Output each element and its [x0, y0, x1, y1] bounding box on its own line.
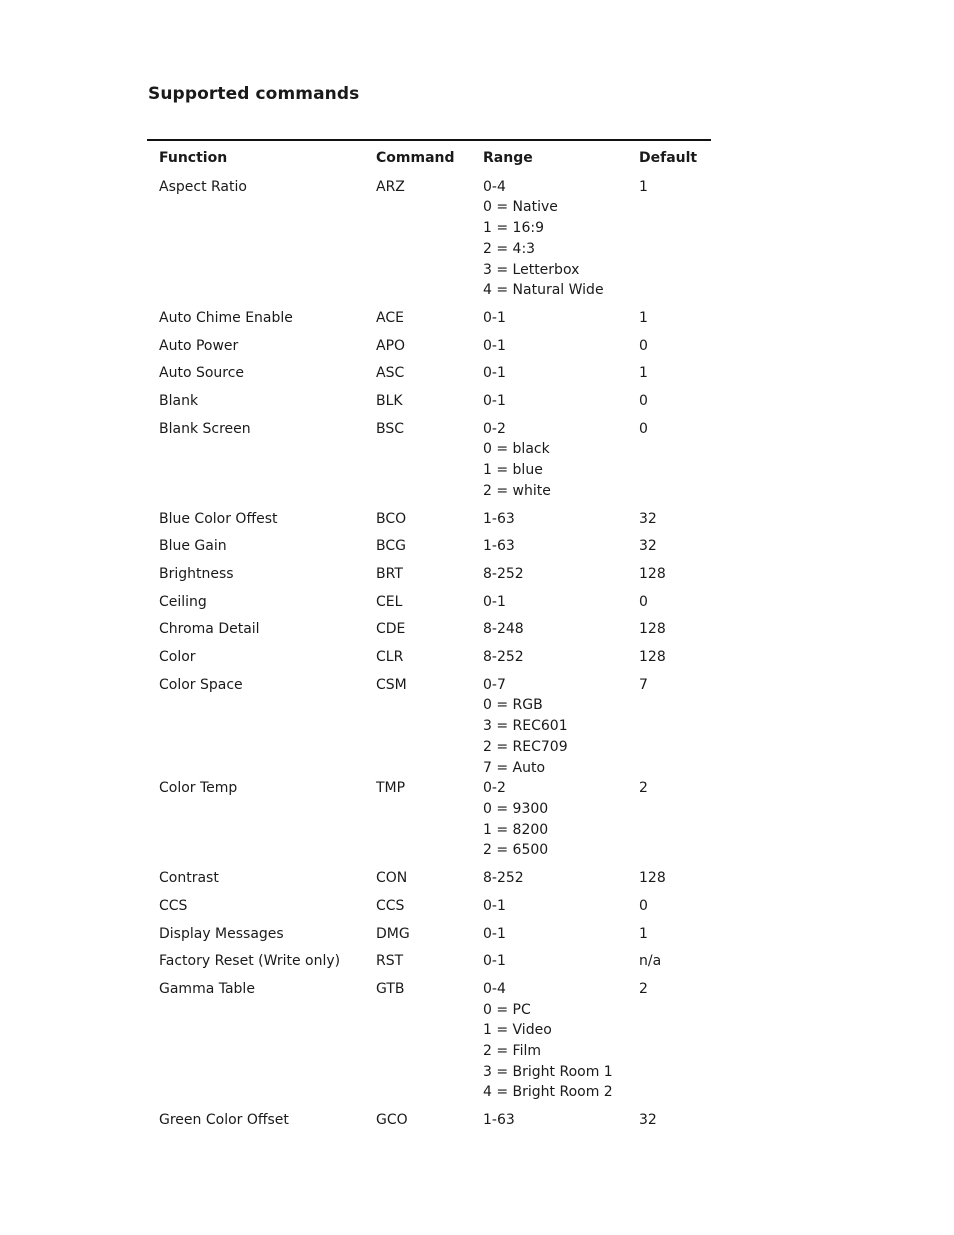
cell-function: Color Space: [159, 676, 243, 693]
cell-default: 0: [639, 593, 648, 610]
range-line: 0 = PC: [483, 1001, 531, 1018]
table-header-row: [159, 148, 711, 169]
range-line: 0-1: [483, 593, 506, 610]
range-line: 0-1: [483, 925, 506, 942]
range-line: 0-2: [483, 420, 506, 437]
cell-command: DMG: [376, 925, 410, 942]
page-title: Supported commands: [148, 84, 360, 104]
cell-function: Blank: [159, 393, 199, 410]
cell-function: Ceiling: [159, 593, 207, 610]
cell-range: [483, 924, 639, 945]
range-line: 0-1: [483, 897, 506, 914]
cell-function: Auto Chime Enable: [159, 309, 293, 326]
cell-command: CEL: [376, 593, 403, 610]
cell-default: 1: [639, 178, 648, 195]
table-row: [159, 419, 711, 502]
cell-command: ASC: [376, 365, 405, 382]
range-line: 1 = 16:9: [483, 220, 544, 237]
cell-function: Auto Source: [159, 365, 245, 382]
cell-default: 128: [639, 870, 666, 887]
range-line: 3 = Letterbox: [483, 261, 580, 278]
cell-default: 1: [639, 365, 648, 382]
range-line: 0 = black: [483, 441, 550, 458]
table-row: [159, 675, 711, 779]
cell-command: ARZ: [376, 178, 405, 195]
cell-range: [483, 778, 639, 861]
cell-range: [483, 536, 639, 557]
cell-default: 32: [639, 538, 657, 555]
cell-command: CDE: [376, 621, 406, 638]
cell-command: GTB: [376, 980, 405, 997]
range-line: 2 = 4:3: [483, 240, 536, 257]
cell-range: [483, 391, 639, 412]
range-line: 4 = Natural Wide: [483, 282, 604, 299]
cell-default: n/a: [639, 953, 662, 970]
range-line: 8-248: [483, 621, 524, 638]
cell-range: [483, 564, 639, 585]
cell-default: 2: [639, 780, 648, 797]
cell-function: Contrast: [159, 870, 219, 887]
range-line: 2 = 6500: [483, 842, 549, 859]
cell-function: CCS: [159, 897, 188, 914]
cell-function: Color: [159, 649, 196, 666]
cell-range: [483, 896, 639, 917]
cell-range: [483, 509, 639, 530]
cell-function: Gamma Table: [159, 980, 255, 997]
header-default: Default: [639, 150, 698, 166]
header-command: Command: [376, 150, 455, 166]
header-function: Function: [159, 150, 228, 166]
cell-command: BLK: [376, 393, 403, 410]
table-row: [159, 592, 711, 613]
commands-table: [159, 148, 711, 1138]
cell-default: 32: [639, 1112, 657, 1129]
cell-range: [483, 363, 639, 384]
range-line: 8-252: [483, 870, 524, 887]
cell-command: CLR: [376, 649, 404, 666]
table-row: [159, 363, 711, 384]
cell-command: BCG: [376, 538, 406, 555]
cell-range: [483, 592, 639, 613]
range-line: 0 = RGB: [483, 697, 543, 714]
table-row: [159, 896, 711, 917]
cell-default: 128: [639, 649, 666, 666]
range-line: 1 = 8200: [483, 821, 549, 838]
cell-function: Blank Screen: [159, 420, 251, 437]
cell-default: 128: [639, 621, 666, 638]
range-line: 0-2: [483, 780, 506, 797]
cell-function: Factory Reset (Write only): [159, 953, 341, 970]
range-line: 0-4: [483, 980, 506, 997]
cell-default: 0: [639, 420, 648, 437]
range-line: 0-1: [483, 309, 506, 326]
cell-range: [483, 647, 639, 668]
cell-default: 128: [639, 565, 666, 582]
cell-command: BCO: [376, 510, 407, 527]
cell-default: 1: [639, 925, 648, 942]
cell-range: [483, 336, 639, 357]
cell-command: TMP: [376, 780, 406, 797]
table-row: [159, 979, 711, 1103]
range-line: 1-63: [483, 510, 515, 527]
table-row: [159, 336, 711, 357]
cell-command: BRT: [376, 565, 403, 582]
range-line: 4 = Bright Room 2: [483, 1084, 613, 1101]
range-line: 2 = white: [483, 482, 551, 499]
cell-function: Aspect Ratio: [159, 178, 247, 195]
cell-command: BSC: [376, 420, 405, 437]
cell-range: [483, 177, 639, 301]
cell-command: CCS: [376, 897, 405, 914]
range-line: 0-7: [483, 676, 506, 693]
range-line: 8-252: [483, 649, 524, 666]
range-line: 7 = Auto: [483, 759, 546, 776]
cell-range: [483, 308, 639, 329]
cell-function: Color Temp: [159, 780, 238, 797]
range-line: 1 = blue: [483, 462, 543, 479]
table-row: [159, 177, 711, 301]
table-row: [159, 868, 711, 889]
cell-command: CON: [376, 870, 408, 887]
cell-function: Brightness: [159, 565, 234, 582]
range-line: 0-1: [483, 393, 506, 410]
cell-default: 0: [639, 393, 648, 410]
cell-range: [483, 675, 639, 779]
cell-default: 0: [639, 897, 648, 914]
table-row: [159, 924, 711, 945]
cell-function: Display Messages: [159, 925, 284, 942]
table-row: [159, 778, 711, 861]
cell-range: [483, 951, 639, 972]
table-body: [159, 177, 711, 1131]
cell-default: 2: [639, 980, 648, 997]
cell-default: 1: [639, 309, 648, 326]
range-line: 2 = REC709: [483, 738, 568, 755]
cell-command: RST: [376, 953, 404, 970]
table-row: [159, 564, 711, 585]
cell-function: Blue Gain: [159, 538, 227, 555]
range-line: 0-1: [483, 953, 506, 970]
cell-range: [483, 868, 639, 889]
cell-default: 32: [639, 510, 657, 527]
range-line: 8-252: [483, 565, 524, 582]
cell-function: Green Color Offset: [159, 1112, 289, 1129]
range-line: 0 = 9300: [483, 800, 549, 817]
range-line: 0-1: [483, 337, 506, 354]
cell-command: APO: [376, 337, 406, 354]
cell-default: 7: [639, 676, 648, 693]
range-line: 0-1: [483, 365, 506, 382]
cell-function: Blue Color Offest: [159, 510, 278, 527]
range-line: 2 = Film: [483, 1043, 541, 1060]
range-line: 0 = Native: [483, 199, 558, 216]
cell-range: [483, 619, 639, 640]
table-row: [159, 647, 711, 668]
cell-range: [483, 1110, 639, 1131]
table-row: [159, 536, 711, 557]
cell-range: [483, 419, 639, 502]
range-line: 1 = Video: [483, 1022, 552, 1039]
table-row: [159, 308, 711, 329]
cell-command: ACE: [376, 309, 404, 326]
cell-function: Auto Power: [159, 337, 239, 354]
range-line: 1-63: [483, 1112, 515, 1129]
cell-function: Chroma Detail: [159, 621, 260, 638]
table-row: [159, 391, 711, 412]
table-top-rule: [147, 139, 711, 141]
range-line: 1-63: [483, 538, 515, 555]
table-row: [159, 619, 711, 640]
table-row: [159, 509, 711, 530]
table-row: [159, 1110, 711, 1131]
range-line: 0-4: [483, 178, 506, 195]
cell-range: [483, 979, 639, 1103]
header-range: Range: [483, 150, 533, 166]
range-line: 3 = REC601: [483, 718, 568, 735]
cell-default: 0: [639, 337, 648, 354]
cell-command: CSM: [376, 676, 407, 693]
cell-command: GCO: [376, 1112, 408, 1129]
range-line: 3 = Bright Room 1: [483, 1063, 613, 1080]
table-row: [159, 951, 711, 972]
